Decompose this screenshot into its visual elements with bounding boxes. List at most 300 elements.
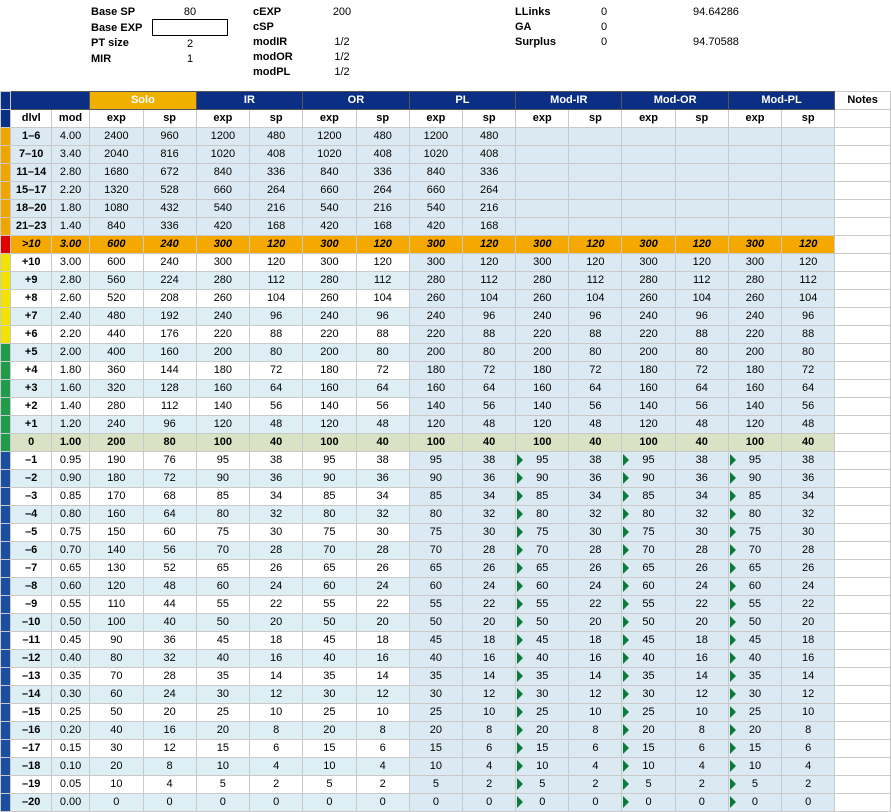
cell-value[interactable]: 48 — [463, 416, 516, 434]
cell-value[interactable]: 1020 — [196, 146, 249, 164]
cell-value[interactable]: 12 — [143, 740, 196, 758]
cell-value[interactable]: 112 — [569, 272, 622, 290]
cell-value[interactable]: 65 — [622, 560, 675, 578]
cell-value[interactable]: 35 — [622, 668, 675, 686]
cell-value[interactable]: 14 — [250, 668, 303, 686]
cell-value[interactable]: 12 — [675, 686, 728, 704]
cell-value[interactable]: 540 — [196, 200, 249, 218]
cell-value[interactable]: 480 — [463, 128, 516, 146]
cell-value[interactable]: 28 — [675, 542, 728, 560]
cell-value[interactable]: 56 — [143, 542, 196, 560]
cell-value[interactable]: 88 — [675, 326, 728, 344]
cell-value[interactable]: 6 — [356, 740, 409, 758]
cell-dlvl[interactable]: –19 — [11, 776, 51, 794]
cell-mod[interactable]: 0.30 — [51, 686, 89, 704]
cell-value[interactable]: 85 — [196, 488, 249, 506]
cell-value[interactable]: 128 — [143, 380, 196, 398]
cell-value[interactable]: 10 — [622, 758, 675, 776]
cell-value[interactable]: 65 — [516, 560, 569, 578]
cell-value[interactable] — [569, 146, 622, 164]
cell-value[interactable]: 55 — [516, 596, 569, 614]
cell-value[interactable]: 80 — [303, 506, 356, 524]
cell-value[interactable]: 40 — [675, 434, 728, 452]
cell-value[interactable] — [728, 200, 781, 218]
cell-value[interactable]: 80 — [782, 344, 835, 362]
cell-value[interactable]: 20 — [728, 722, 781, 740]
cell-value[interactable]: 22 — [356, 596, 409, 614]
cell-value[interactable]: 0 — [728, 794, 781, 812]
cell-value[interactable]: 26 — [250, 560, 303, 578]
cell-value[interactable]: 112 — [463, 272, 516, 290]
cell-mod[interactable]: 3.40 — [51, 146, 89, 164]
cell-value[interactable]: 30 — [409, 686, 462, 704]
cell-value[interactable]: 816 — [143, 146, 196, 164]
cell-value[interactable]: 36 — [463, 470, 516, 488]
cell-mod[interactable]: 0.80 — [51, 506, 89, 524]
cell-value[interactable]: 8 — [782, 722, 835, 740]
cell-value[interactable]: 4 — [463, 758, 516, 776]
cell-value[interactable]: 660 — [409, 182, 462, 200]
cell-value[interactable]: 280 — [90, 398, 143, 416]
cell-value[interactable]: 70 — [516, 542, 569, 560]
cell-value[interactable]: 18 — [250, 632, 303, 650]
cell-value[interactable]: 176 — [143, 326, 196, 344]
cell-dlvl[interactable]: +9 — [11, 272, 51, 290]
cell-dlvl[interactable]: 21–23 — [11, 218, 51, 236]
cell-value[interactable]: 26 — [675, 560, 728, 578]
cell-value[interactable]: 280 — [409, 272, 462, 290]
cell-value[interactable]: 240 — [90, 416, 143, 434]
cell-value[interactable] — [782, 146, 835, 164]
cell-value[interactable]: 480 — [356, 128, 409, 146]
cell-value[interactable]: 85 — [622, 488, 675, 506]
cell-value[interactable] — [675, 200, 728, 218]
cell-mod[interactable]: 0.40 — [51, 650, 89, 668]
cell-value[interactable]: 76 — [143, 452, 196, 470]
cell-value[interactable]: 120 — [463, 236, 516, 254]
cell-value[interactable]: 34 — [675, 488, 728, 506]
cell-mod[interactable]: 1.00 — [51, 434, 89, 452]
cell-value[interactable]: 40 — [782, 434, 835, 452]
cell-value[interactable]: 95 — [196, 452, 249, 470]
cell-value[interactable]: 160 — [303, 380, 356, 398]
cell-value[interactable]: 336 — [463, 164, 516, 182]
cell-value[interactable]: 20 — [143, 704, 196, 722]
cell-value[interactable]: 300 — [303, 254, 356, 272]
cell-dlvl[interactable]: >10 — [11, 236, 51, 254]
cell-value[interactable]: 56 — [250, 398, 303, 416]
cell-value[interactable]: 1680 — [90, 164, 143, 182]
cell-value[interactable]: 400 — [90, 344, 143, 362]
cell-value[interactable]: 40 — [569, 434, 622, 452]
cell-dlvl[interactable]: –7 — [11, 560, 51, 578]
cell-value[interactable]: 55 — [409, 596, 462, 614]
cell-value[interactable]: 32 — [356, 506, 409, 524]
notes-cell[interactable] — [835, 596, 891, 614]
cell-value[interactable]: 40 — [250, 434, 303, 452]
cell-value[interactable]: 95 — [516, 452, 569, 470]
cell-value[interactable]: 24 — [569, 578, 622, 596]
cell-value[interactable]: 260 — [409, 290, 462, 308]
cell-value[interactable]: 1020 — [409, 146, 462, 164]
cell-value[interactable]: 65 — [409, 560, 462, 578]
cell-value[interactable]: 80 — [569, 344, 622, 362]
cell-mod[interactable]: 0.25 — [51, 704, 89, 722]
notes-cell[interactable] — [835, 542, 891, 560]
cell-value[interactable]: 36 — [782, 470, 835, 488]
cell-value[interactable]: 25 — [622, 704, 675, 722]
cell-value[interactable]: 30 — [463, 524, 516, 542]
notes-cell[interactable] — [835, 308, 891, 326]
cell-value[interactable]: 96 — [356, 308, 409, 326]
cell-value[interactable]: 36 — [143, 632, 196, 650]
cell-value[interactable]: 120 — [569, 236, 622, 254]
cell-value[interactable]: 90 — [303, 470, 356, 488]
cell-value[interactable]: 336 — [143, 218, 196, 236]
cell-value[interactable]: 38 — [569, 452, 622, 470]
cell-value[interactable]: 20 — [516, 722, 569, 740]
cell-value[interactable] — [622, 182, 675, 200]
cell-value[interactable]: 300 — [409, 254, 462, 272]
cell-value[interactable]: 72 — [675, 362, 728, 380]
cell-value[interactable] — [516, 128, 569, 146]
cell-dlvl[interactable]: –17 — [11, 740, 51, 758]
cell-value[interactable]: 432 — [143, 200, 196, 218]
cell-value[interactable]: 360 — [90, 362, 143, 380]
cell-value[interactable]: 60 — [90, 686, 143, 704]
cell-value[interactable]: 6 — [569, 740, 622, 758]
cell-value[interactable]: 2 — [675, 776, 728, 794]
cell-value[interactable]: 88 — [356, 326, 409, 344]
cell-dlvl[interactable]: 0 — [11, 434, 51, 452]
cell-value[interactable]: 34 — [463, 488, 516, 506]
cell-value[interactable]: 120 — [196, 416, 249, 434]
notes-cell[interactable] — [835, 488, 891, 506]
cell-value[interactable]: 1020 — [303, 146, 356, 164]
cell-value[interactable]: 28 — [569, 542, 622, 560]
cell-value[interactable]: 96 — [675, 308, 728, 326]
cell-value[interactable]: 65 — [303, 560, 356, 578]
cell-value[interactable]: 96 — [143, 416, 196, 434]
cell-value[interactable]: 80 — [409, 506, 462, 524]
cell-value[interactable]: 25 — [516, 704, 569, 722]
cell-value[interactable] — [516, 218, 569, 236]
cell-value[interactable]: 20 — [90, 758, 143, 776]
cell-value[interactable]: 120 — [675, 254, 728, 272]
cell-value[interactable]: 6 — [782, 740, 835, 758]
param-value[interactable]: 0 — [600, 20, 608, 33]
cell-value[interactable] — [675, 182, 728, 200]
cell-value[interactable]: 180 — [196, 362, 249, 380]
cell-value[interactable]: 280 — [516, 272, 569, 290]
cell-value[interactable]: 30 — [782, 524, 835, 542]
cell-value[interactable] — [516, 182, 569, 200]
cell-value[interactable]: 85 — [303, 488, 356, 506]
cell-value[interactable]: 56 — [782, 398, 835, 416]
cell-value[interactable] — [569, 164, 622, 182]
cell-value[interactable]: 36 — [356, 470, 409, 488]
cell-dlvl[interactable]: +4 — [11, 362, 51, 380]
cell-value[interactable]: 168 — [463, 218, 516, 236]
cell-mod[interactable]: 3.00 — [51, 236, 89, 254]
cell-value[interactable]: 56 — [675, 398, 728, 416]
cell-value[interactable]: 80 — [356, 344, 409, 362]
cell-value[interactable]: 4 — [569, 758, 622, 776]
cell-value[interactable]: 60 — [303, 578, 356, 596]
cell-value[interactable]: 6 — [675, 740, 728, 758]
cell-dlvl[interactable]: –11 — [11, 632, 51, 650]
cell-value[interactable]: 660 — [196, 182, 249, 200]
cell-value[interactable]: 100 — [622, 434, 675, 452]
cell-value[interactable]: 15 — [303, 740, 356, 758]
notes-cell[interactable] — [835, 290, 891, 308]
cell-value[interactable]: 55 — [728, 596, 781, 614]
cell-value[interactable]: 180 — [303, 362, 356, 380]
cell-value[interactable]: 90 — [409, 470, 462, 488]
cell-value[interactable]: 15 — [516, 740, 569, 758]
cell-value[interactable]: 180 — [409, 362, 462, 380]
cell-value[interactable]: 220 — [622, 326, 675, 344]
cell-dlvl[interactable]: –5 — [11, 524, 51, 542]
cell-value[interactable]: 180 — [622, 362, 675, 380]
cell-value[interactable]: 16 — [356, 650, 409, 668]
cell-value[interactable]: 200 — [303, 344, 356, 362]
cell-value[interactable]: 25 — [196, 704, 249, 722]
cell-value[interactable]: 260 — [516, 290, 569, 308]
cell-value[interactable]: 45 — [196, 632, 249, 650]
cell-mod[interactable]: 0.20 — [51, 722, 89, 740]
cell-value[interactable]: 0 — [622, 794, 675, 812]
notes-cell[interactable] — [835, 776, 891, 794]
cell-value[interactable]: 34 — [569, 488, 622, 506]
cell-value[interactable]: 72 — [782, 362, 835, 380]
cell-mod[interactable]: 2.40 — [51, 308, 89, 326]
cell-value[interactable]: 18 — [782, 632, 835, 650]
notes-cell[interactable] — [835, 632, 891, 650]
cell-dlvl[interactable]: 7–10 — [11, 146, 51, 164]
cell-value[interactable]: 4 — [143, 776, 196, 794]
cell-value[interactable]: 20 — [303, 722, 356, 740]
cell-mod[interactable]: 2.00 — [51, 344, 89, 362]
cell-value[interactable]: 6 — [463, 740, 516, 758]
cell-mod[interactable]: 0.50 — [51, 614, 89, 632]
cell-value[interactable]: 160 — [516, 380, 569, 398]
cell-value[interactable]: 40 — [303, 650, 356, 668]
cell-value[interactable]: 50 — [409, 614, 462, 632]
cell-value[interactable]: 220 — [516, 326, 569, 344]
cell-value[interactable]: 104 — [675, 290, 728, 308]
cell-mod[interactable]: 0.95 — [51, 452, 89, 470]
cell-value[interactable]: 0 — [143, 794, 196, 812]
notes-cell[interactable] — [835, 200, 891, 218]
cell-value[interactable]: 96 — [782, 308, 835, 326]
cell-value[interactable] — [569, 218, 622, 236]
cell-value[interactable]: 18 — [675, 632, 728, 650]
notes-cell[interactable] — [835, 110, 891, 128]
cell-value[interactable]: 48 — [782, 416, 835, 434]
cell-mod[interactable]: 2.80 — [51, 272, 89, 290]
cell-value[interactable]: 110 — [90, 596, 143, 614]
cell-dlvl[interactable]: –1 — [11, 452, 51, 470]
cell-mod[interactable]: 0.15 — [51, 740, 89, 758]
cell-value[interactable] — [782, 182, 835, 200]
cell-value[interactable]: 180 — [728, 362, 781, 380]
cell-value[interactable]: 56 — [463, 398, 516, 416]
cell-value[interactable]: 0 — [675, 794, 728, 812]
cell-value[interactable]: 45 — [728, 632, 781, 650]
cell-value[interactable]: 72 — [356, 362, 409, 380]
cell-value[interactable]: 120 — [675, 236, 728, 254]
cell-value[interactable]: 32 — [250, 506, 303, 524]
cell-value[interactable]: 96 — [569, 308, 622, 326]
cell-value[interactable]: 144 — [143, 362, 196, 380]
cell-value[interactable]: 64 — [675, 380, 728, 398]
cell-value[interactable]: 16 — [569, 650, 622, 668]
cell-value[interactable]: 240 — [303, 308, 356, 326]
notes-cell[interactable] — [835, 506, 891, 524]
cell-value[interactable] — [782, 200, 835, 218]
cell-value[interactable]: 14 — [782, 668, 835, 686]
cell-value[interactable]: 10 — [303, 758, 356, 776]
cell-dlvl[interactable]: +6 — [11, 326, 51, 344]
notes-cell[interactable] — [835, 614, 891, 632]
cell-value[interactable]: 70 — [409, 542, 462, 560]
cell-value[interactable] — [569, 128, 622, 146]
notes-cell[interactable] — [835, 326, 891, 344]
cell-value[interactable]: 1320 — [90, 182, 143, 200]
cell-value[interactable]: 38 — [250, 452, 303, 470]
cell-value[interactable]: 64 — [250, 380, 303, 398]
cell-value[interactable]: 10 — [196, 758, 249, 776]
cell-value[interactable]: 420 — [196, 218, 249, 236]
notes-cell[interactable] — [835, 254, 891, 272]
cell-value[interactable]: 55 — [196, 596, 249, 614]
cell-value[interactable]: 440 — [90, 326, 143, 344]
cell-value[interactable]: 95 — [622, 452, 675, 470]
cell-value[interactable]: 168 — [356, 218, 409, 236]
cell-value[interactable]: 300 — [196, 236, 249, 254]
cell-value[interactable]: 120 — [782, 236, 835, 254]
cell-value[interactable]: 300 — [303, 236, 356, 254]
cell-value[interactable]: 20 — [782, 614, 835, 632]
cell-value[interactable]: 1080 — [90, 200, 143, 218]
cell-value[interactable]: 20 — [463, 614, 516, 632]
cell-value[interactable]: 100 — [90, 614, 143, 632]
cell-value[interactable]: 2400 — [90, 128, 143, 146]
cell-value[interactable]: 140 — [196, 398, 249, 416]
cell-value[interactable]: 200 — [409, 344, 462, 362]
cell-value[interactable]: 2 — [356, 776, 409, 794]
cell-value[interactable]: 30 — [569, 524, 622, 542]
cell-value[interactable] — [782, 218, 835, 236]
cell-value[interactable]: 12 — [569, 686, 622, 704]
cell-value[interactable]: 280 — [622, 272, 675, 290]
cell-value[interactable]: 104 — [250, 290, 303, 308]
cell-value[interactable]: 35 — [516, 668, 569, 686]
cell-value[interactable]: 180 — [516, 362, 569, 380]
cell-value[interactable]: 25 — [409, 704, 462, 722]
cell-value[interactable]: 15 — [196, 740, 249, 758]
cell-value[interactable]: 336 — [356, 164, 409, 182]
cell-value[interactable] — [516, 146, 569, 164]
cell-value[interactable]: 75 — [728, 524, 781, 542]
notes-cell[interactable] — [835, 146, 891, 164]
cell-dlvl[interactable]: –3 — [11, 488, 51, 506]
cell-value[interactable]: 100 — [409, 434, 462, 452]
cell-value[interactable]: 0 — [303, 794, 356, 812]
notes-cell[interactable] — [835, 272, 891, 290]
cell-dlvl[interactable]: –14 — [11, 686, 51, 704]
cell-value[interactable]: 280 — [303, 272, 356, 290]
cell-value[interactable]: 40 — [356, 434, 409, 452]
cell-dlvl[interactable]: 15–17 — [11, 182, 51, 200]
cell-value[interactable]: 100 — [516, 434, 569, 452]
cell-value[interactable]: 72 — [250, 362, 303, 380]
cell-value[interactable]: 4 — [250, 758, 303, 776]
cell-value[interactable]: 28 — [250, 542, 303, 560]
cell-value[interactable]: 24 — [782, 578, 835, 596]
cell-value[interactable]: 55 — [303, 596, 356, 614]
cell-mod[interactable]: 2.80 — [51, 164, 89, 182]
cell-value[interactable]: 22 — [675, 596, 728, 614]
cell-mod[interactable]: 0.85 — [51, 488, 89, 506]
cell-value[interactable]: 20 — [196, 722, 249, 740]
cell-value[interactable]: 240 — [143, 254, 196, 272]
cell-value[interactable] — [622, 200, 675, 218]
cell-value[interactable]: 104 — [463, 290, 516, 308]
cell-value[interactable]: 95 — [409, 452, 462, 470]
cell-value[interactable]: 22 — [569, 596, 622, 614]
cell-value[interactable]: 2 — [569, 776, 622, 794]
cell-value[interactable]: 50 — [728, 614, 781, 632]
cell-value[interactable]: 280 — [196, 272, 249, 290]
cell-value[interactable]: 160 — [196, 380, 249, 398]
notes-cell[interactable] — [835, 128, 891, 146]
cell-value[interactable]: 55 — [622, 596, 675, 614]
cell-value[interactable]: 40 — [90, 722, 143, 740]
cell-value[interactable]: 130 — [90, 560, 143, 578]
cell-value[interactable] — [782, 128, 835, 146]
cell-value[interactable]: 70 — [303, 542, 356, 560]
cell-value[interactable]: 45 — [303, 632, 356, 650]
cell-value[interactable]: 25 — [728, 704, 781, 722]
cell-mod[interactable]: 0.55 — [51, 596, 89, 614]
cell-value[interactable]: 660 — [303, 182, 356, 200]
cell-value[interactable]: 120 — [622, 416, 675, 434]
cell-value[interactable]: 22 — [782, 596, 835, 614]
cell-mod[interactable]: 1.80 — [51, 362, 89, 380]
cell-value[interactable]: 300 — [728, 254, 781, 272]
cell-value[interactable]: 45 — [622, 632, 675, 650]
cell-value[interactable]: 200 — [90, 434, 143, 452]
cell-dlvl[interactable]: +7 — [11, 308, 51, 326]
cell-value[interactable]: 300 — [409, 236, 462, 254]
cell-value[interactable]: 85 — [728, 488, 781, 506]
notes-cell[interactable] — [835, 722, 891, 740]
cell-mod[interactable]: 0.45 — [51, 632, 89, 650]
notes-cell[interactable] — [835, 704, 891, 722]
cell-value[interactable]: 36 — [250, 470, 303, 488]
cell-value[interactable]: 70 — [90, 668, 143, 686]
cell-mod[interactable]: 2.20 — [51, 326, 89, 344]
cell-value[interactable]: 72 — [569, 362, 622, 380]
notes-cell[interactable] — [835, 668, 891, 686]
cell-value[interactable]: 4 — [675, 758, 728, 776]
cell-value[interactable]: 24 — [356, 578, 409, 596]
cell-value[interactable]: 336 — [250, 164, 303, 182]
cell-value[interactable]: 80 — [143, 434, 196, 452]
cell-value[interactable]: 75 — [622, 524, 675, 542]
